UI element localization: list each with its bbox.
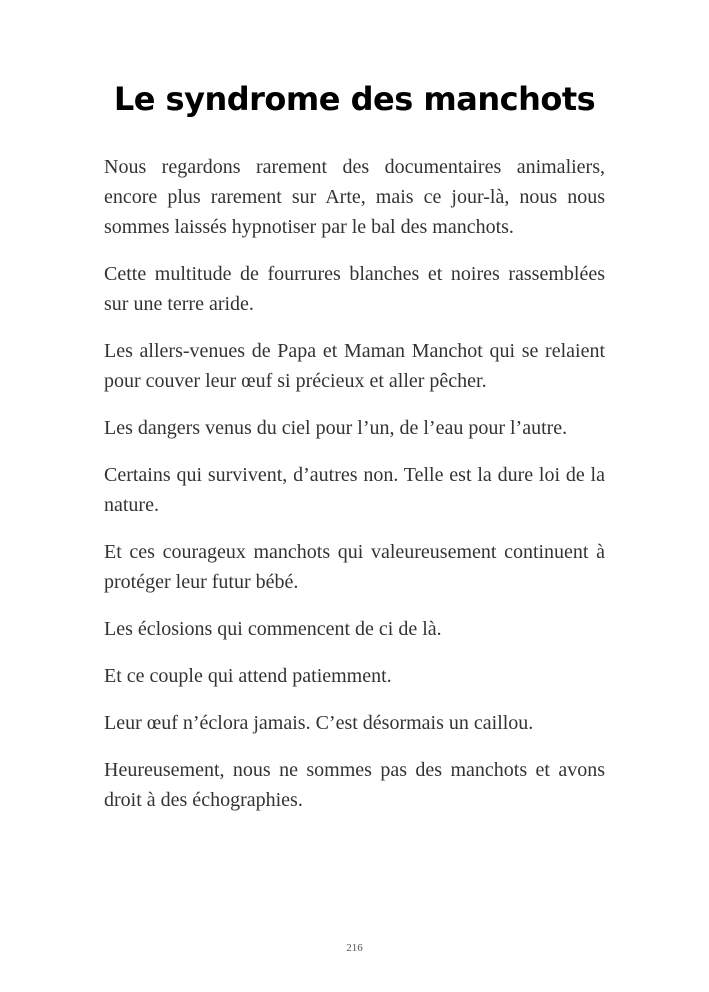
paragraph-1: Nous regardons rarement des documentaires animaliers, encore plus rarement sur Arte, mais ce jour-là, nous nous sommes laissés hypnotiser par le bal des manchots. <box>104 156 605 238</box>
chapter-title: Le syndrome des manchots <box>113 80 596 118</box>
paragraph-5: Certains qui survivent, d’autres non. Telle est la dure loi de la nature. <box>104 464 605 516</box>
paragraph-2: Cette multitude de fourrures blanches et noires rassemblées sur une terre aride. <box>104 263 605 315</box>
paragraph-6: Et ces courageux manchots qui valeureusement continuent à protéger leur futur bébé. <box>104 541 605 593</box>
paragraph-10: Heureusement, nous ne sommes pas des manchots et avons droit à des échographies. <box>104 759 605 811</box>
paragraph-7: Les éclosions qui commencent de ci de là. <box>104 618 442 640</box>
paragraph-4: Les dangers venus du ciel pour l’un, de l’eau pour l’autre. <box>104 417 568 439</box>
paragraph-3: Les allers-venues de Papa et Maman Manchot qui se relaient pour couver leur œuf si précieux et aller pêcher. <box>104 340 605 392</box>
paragraph-8: Et ce couple qui attend patiemment. <box>104 665 392 687</box>
paragraph-9: Leur œuf n’éclora jamais. C’est désormais un caillou. <box>104 712 534 734</box>
page-number: 216 <box>346 942 363 954</box>
chapter-body <box>104 152 605 832</box>
